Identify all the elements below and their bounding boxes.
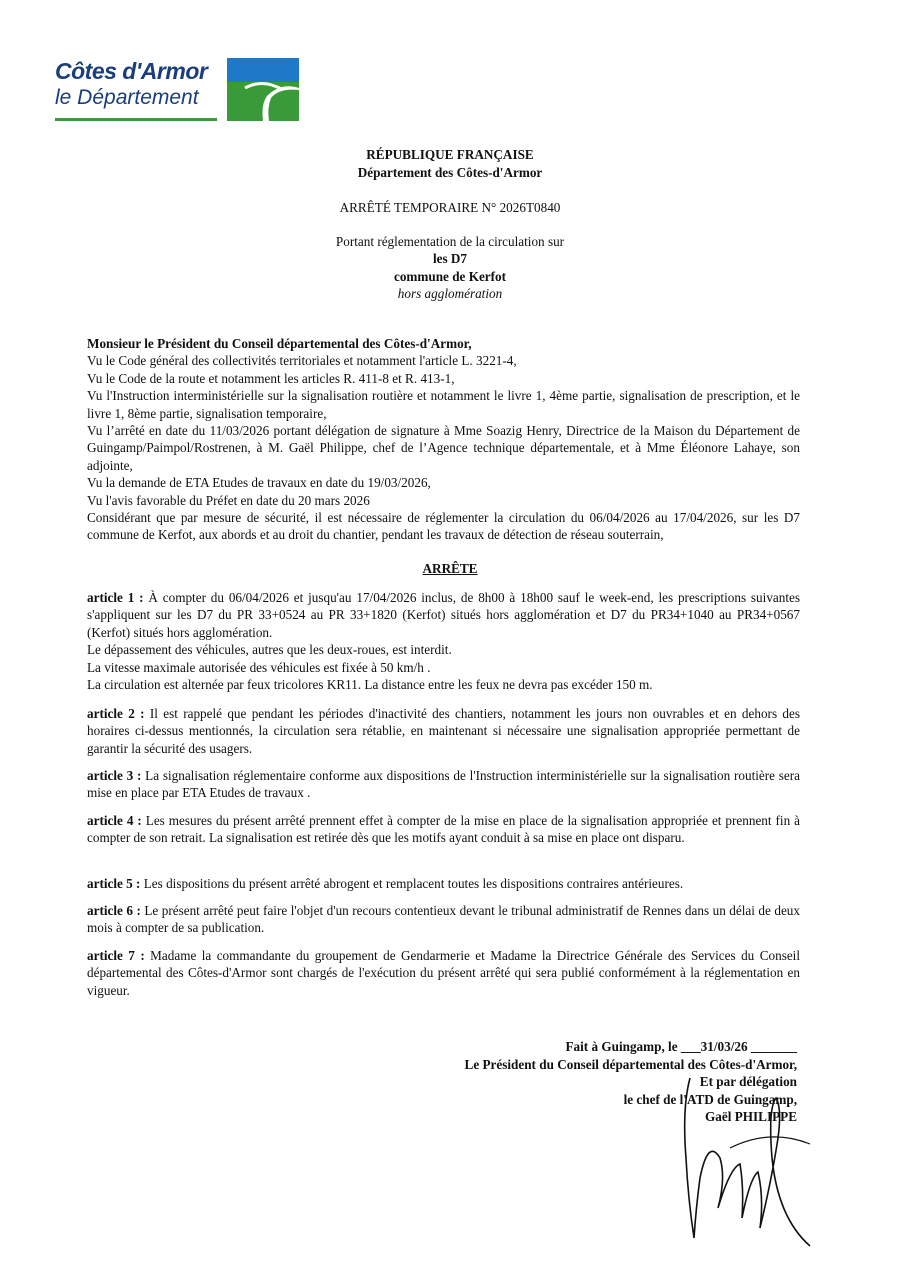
department-heading: Département des Côtes-d'Armor	[357, 165, 543, 180]
signatory-name: Gaël PHILIPPE	[705, 1109, 797, 1124]
vu-item: Vu l’arrêté en date du 11/03/2026 portant délégation de signature à Mme Soazig Henry, Directrice de la Maison du Département de Guingamp/Paimpol/Rostrenen, à M. Gaël Philippe, chef de l’Agence technique départementale, et à Mme Éléonore Lahaye, son adjointe,	[87, 423, 800, 473]
signature-date: 31/03/26	[700, 1039, 748, 1054]
arrete-number: ARRÊTÉ TEMPORAIRE N° 2026T0840	[339, 200, 561, 215]
fait-line: Fait à Guingamp, le ___31/03/26 _______	[565, 1039, 797, 1054]
article-text: Madame la commandante du groupement de Gendarmerie et Madame la Directrice Générale des Services du Conseil départemental des Côtes-d'Armor sont chargés de l'exécution du présent arrêté qui sera publié conformément à la réglementation en vigueur.	[87, 948, 801, 998]
article-5	[87, 875, 800, 892]
article-text: Les mesures du présent arrêté prennent effet à compter de la mise en place de la signalisation appropriée et prennent fin à compter de son retrait. La signalisation est retirée dès que les motifs ayant conduit à sa mise en place ont disparu.	[87, 813, 800, 846]
president-line: Monsieur le Président du Conseil départemental des Côtes-d'Armor,	[87, 336, 472, 351]
article-label: article 3 :	[87, 768, 142, 783]
article-1	[87, 589, 800, 693]
arrete-title: ARRÊTE	[422, 561, 478, 576]
article-text: Les dispositions du présent arrêté abrogent et remplacent toutes les dispositions contraires antérieures.	[143, 876, 684, 891]
subject-road: les D7	[432, 251, 468, 266]
logo-underline	[55, 118, 217, 121]
article-text: La signalisation réglementaire conforme aux dispositions de l'Instruction interministérielle sur la signalisation routière sera mise en place par ETA Etudes de travaux .	[87, 768, 800, 801]
article-1-prescription: La circulation est alternée par feux tricolores KR11. La distance entre les feux ne devra pas excéder 150 m.	[87, 677, 653, 693]
article-text: Il est rappelé que pendant les périodes d'inactivité des chantiers, notamment les jours non ouvrables et en dehors des horaires ci-dessus mentionnés, la circulation sera rétablie, en maintenant si nécessaire une signalisation appropriée permettant de garantir la sécurité des usagers.	[87, 706, 800, 756]
article-label: article 6 :	[87, 903, 141, 918]
article-text: Le présent arrêté peut faire l'objet d'un recours contentieux devant le tribunal administratif de Rennes dans un délai de deux mois à compter de sa publication.	[87, 903, 800, 936]
fait-prefix: Fait à Guingamp, le	[565, 1039, 678, 1054]
article-2	[87, 705, 800, 757]
logo-line1: Côtes d'Armor	[55, 58, 208, 84]
signatory-president: Le Président du Conseil départemental des Côtes-d'Armor,	[464, 1056, 797, 1072]
considerant: Considérant que par mesure de sécurité, il est nécessaire de réglementer la circulation du 06/04/2026 au 17/04/2026, sur les D7 commune de Kerfot, aux abords et au droit du chantier, pendant les travaux de détection de réseau souterrain,	[87, 510, 800, 543]
subject-line: Portant réglementation de la circulation sur	[335, 234, 565, 249]
article-4	[87, 812, 800, 847]
preamble	[87, 335, 800, 544]
logo-line2: le Département	[55, 86, 199, 109]
vu-item: Vu la demande de ETA Etudes de travaux en date du 19/03/2026,	[87, 475, 431, 491]
vu-item: Vu l'Instruction interministérielle sur la signalisation routière et notamment le livre 1, 4ème partie, signalisation de prescription, et le livre 1, 8ème partie, signalisation temporaire,	[87, 388, 800, 421]
article-label: article 1 :	[87, 590, 144, 605]
vu-item: Vu le Code général des collectivités territoriales et notamment l'article L. 3221-4,	[87, 353, 517, 369]
article-3	[87, 767, 800, 802]
vu-item: Vu le Code de la route et notamment les articles R. 411-8 et R. 413-1,	[87, 370, 455, 386]
article-6	[87, 902, 800, 937]
signatory-delegation: Et par délégation	[699, 1074, 797, 1089]
republic-heading: RÉPUBLIQUE FRANÇAISE	[366, 147, 534, 162]
article-1-prescription: La vitesse maximale autorisée des véhicules est fixée à 50 km/h .	[87, 659, 431, 675]
article-1-prescription: Le dépassement des véhicules, autres que les deux-roues, est interdit.	[87, 642, 452, 658]
article-label: article 2 :	[87, 706, 145, 721]
article-label: article 4 :	[87, 813, 142, 828]
department-logo	[55, 58, 305, 124]
article-7	[87, 947, 800, 999]
handwritten-signature	[660, 1068, 825, 1258]
subject-zone: hors agglomération	[397, 286, 503, 301]
article-label: article 7 :	[87, 948, 145, 963]
subject-commune: commune de Kerfot	[393, 269, 507, 284]
article-label: article 5 :	[87, 876, 141, 891]
signatory-chef: le chef de l'ATD de Guingamp,	[623, 1091, 797, 1107]
vu-item: Vu l'avis favorable du Préfet en date du 20 mars 2026	[87, 492, 370, 508]
logo-emblem-icon	[227, 58, 299, 121]
article-text: À compter du 06/04/2026 et jusqu'au 17/04/2026 inclus, de 8h00 à 18h00 sauf le week-end, les prescriptions suivantes s'appliquent sur les D7 du PR 33+0524 au PR 33+1820 (Kerfot) situés hors agglomération et D7 du PR34+1040 au PR34+0567 (Kerfot) situés hors agglomération.	[87, 590, 801, 640]
